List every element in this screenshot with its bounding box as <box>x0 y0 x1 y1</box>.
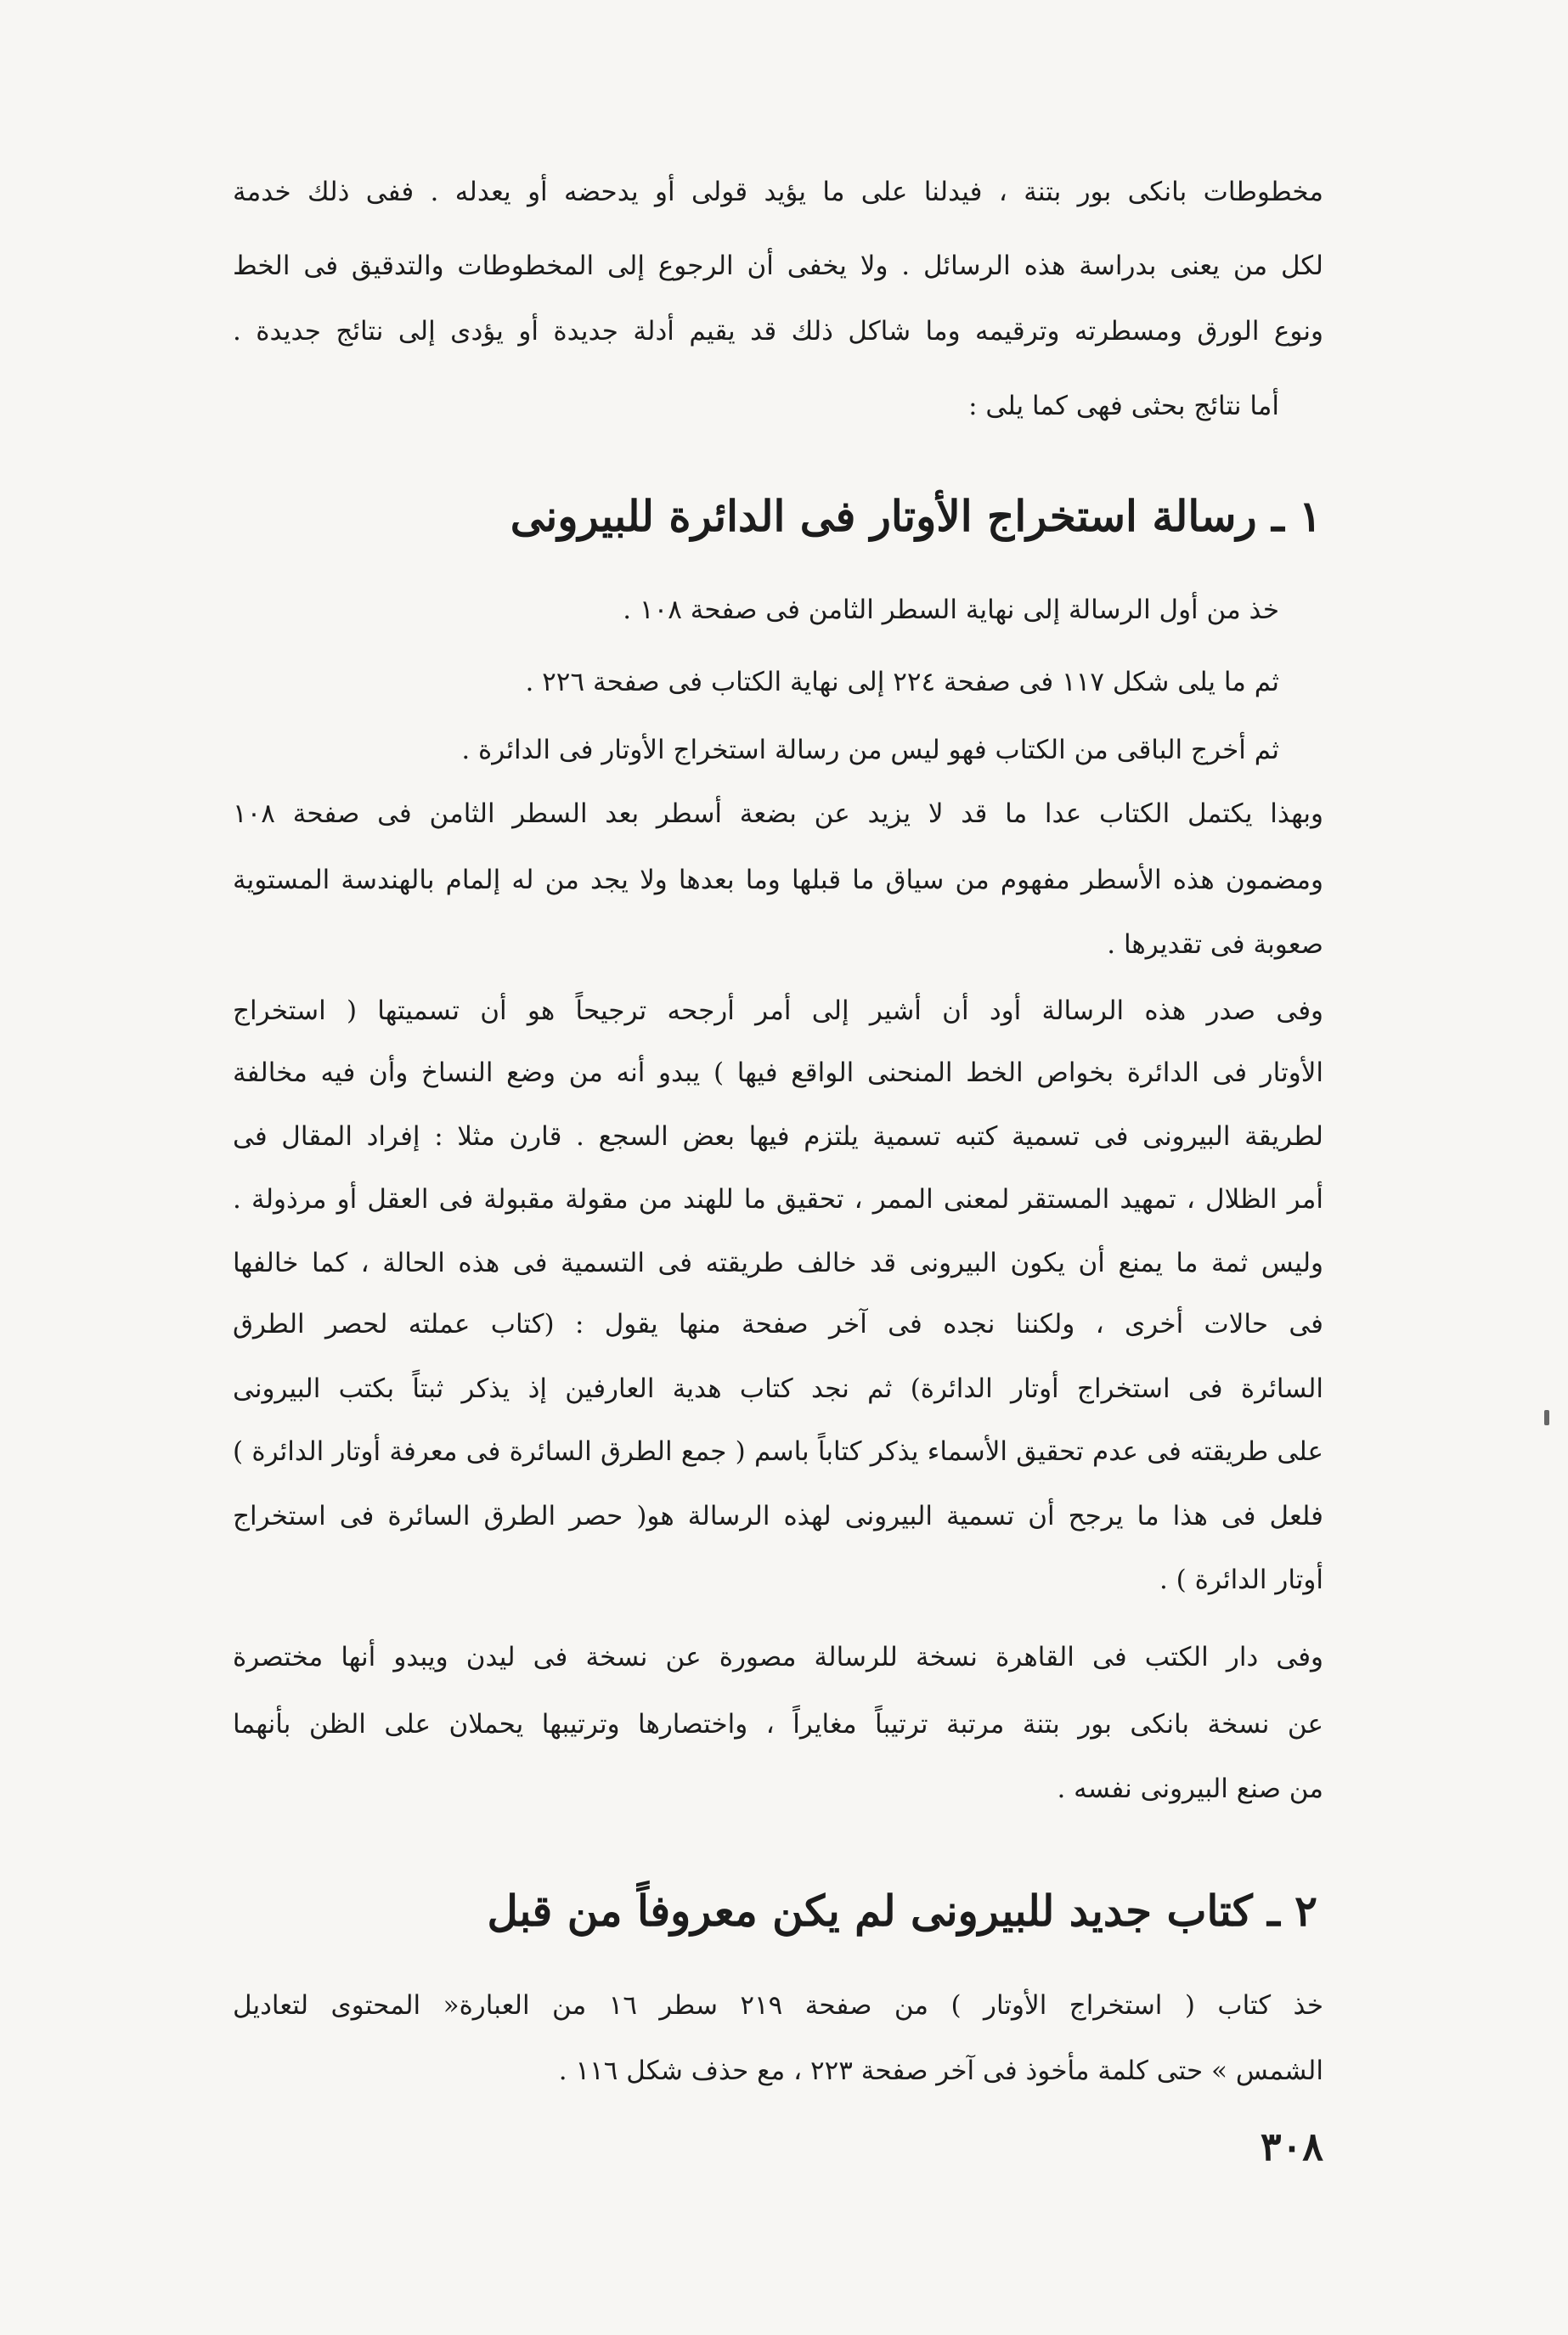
section-1-line: فلعل فى هذا ما يرجح أن تسمية البيرونى لهذه الرسالة هو( حصر الطرق السائرة فى استخراج <box>233 1501 1323 1531</box>
section-1-line: الأوتار فى الدائرة بخواص الخط المنحنى الواقع فيها ) يبدو أنه من وضع النساخ وأن فيه مخالفة <box>233 1058 1323 1088</box>
section-1-line: ومضمون هذه الأسطر مفهوم من سياق ما قبلها وما بعدها ولا يجد من له إلمام بالهندسة المستوية <box>233 865 1323 895</box>
section-1-line: وفى دار الكتب فى القاهرة نسخة للرسالة مصورة عن نسخة فى ليدن ويبدو أنها مختصرة <box>233 1642 1323 1672</box>
section-1-line: السائرة فى استخراج أوتار الدائرة) ثم نجد كتاب هدية العارفين إذ يذكر ثبتاً بكتب البيرونى <box>233 1373 1323 1404</box>
section-1-line: خذ من أول الرسالة إلى نهاية السطر الثامن فى صفحة ١٠٨ . <box>623 595 1279 625</box>
section-2-line: خذ كتاب ( استخراج الأوتار ) من صفحة ٢١٩ سطر ١٦ من العبارة« المحتوى لتعاديل <box>233 1990 1323 2021</box>
page-number: ٣٠٨ <box>1260 2123 1323 2169</box>
intro-line-2: لكل من يعنى بدراسة هذه الرسائل . ولا يخفى أن الرجوع إلى المخطوطات والتدقيق فى الخط <box>233 251 1323 281</box>
scan-speck <box>1544 1410 1549 1425</box>
section-2-line: الشمس » حتى كلمة مأخوذ فى آخر صفحة ٢٢٣ ، مع حذف شكل ١١٦ . <box>558 2056 1323 2086</box>
section-1-line: لطريقة البيرونى فى تسمية كتبه تسمية يلتزم فيها بعض السجع . قارن مثلا : إفراد المقال فى <box>233 1121 1323 1152</box>
section-1-heading: ١ ـ رسالة استخراج الأوتار فى الدائرة للبيرونى <box>510 491 1322 541</box>
section-1-line: عن نسخة بانكى بور بتنة مرتبة ترتيباً مغايراً ، واختصارها وترتيبها يحملان على الظن بأنهما <box>233 1709 1323 1740</box>
intro-line-3: ونوع الورق ومسطرته وترقيمه وما شاكل ذلك قد يقيم أدلة جديدة أو يؤدى إلى نتائج جديدة . <box>233 316 1323 347</box>
section-1-line: فى حالات أخرى ، ولكننا نجده فى آخر صفحة منها يقول : (كتاب عملته لحصر الطرق <box>233 1309 1323 1340</box>
intro-line-4: أما نتائج بحثى فهى كما يلى : <box>968 391 1279 421</box>
section-1-line: وفى صدر هذه الرسالة أود أن أشير إلى أمر أرجحه ترجيحاً هو أن تسميتها ( استخراج <box>233 995 1323 1026</box>
section-2-heading: ٢ ـ كتاب جديد للبيرونى لم يكن معروفاً من قبل <box>487 1886 1317 1936</box>
intro-line-1: مخطوطات بانكى بور بتنة ، فيدلنا على ما يؤيد قولى أو يدحضه أو يعدله . ففى ذلك خدمة <box>233 177 1323 207</box>
section-1-line: من صنع البيرونى نفسه . <box>1057 1774 1323 1804</box>
section-1-line: ثم ما يلى شكل ١١٧ فى صفحة ٢٢٤ إلى نهاية الكتاب فى صفحة ٢٢٦ . <box>525 667 1279 697</box>
section-1-line: أوتار الدائرة ) . <box>1159 1565 1323 1595</box>
section-1-line: صعوبة فى تقديرها . <box>1107 929 1323 960</box>
section-1-line: أمر الظلال ، تمهيد المستقر لمعنى الممر ، تحقيق ما للهند من مقولة مقبولة فى العقل أو مرذولة . <box>233 1184 1323 1215</box>
section-1-line: وليس ثمة ما يمنع أن يكون البيرونى قد خالف طريقته فى التسمية فى هذه الحالة ، كما خالفها <box>233 1248 1323 1278</box>
section-1-line: وبهذا يكتمل الكتاب عدا ما قد لا يزيد عن بضعة أسطر بعد السطر الثامن فى صفحة ١٠٨ <box>233 798 1323 829</box>
section-1-line: ثم أخرج الباقى من الكتاب فهو ليس من رسالة استخراج الأوتار فى الدائرة . <box>461 735 1279 765</box>
section-1-line: على طريقته فى عدم تحقيق الأسماء يذكر كتاباً باسم ( جمع الطرق السائرة فى معرفة أوتار الدائرة ) <box>233 1436 1323 1467</box>
